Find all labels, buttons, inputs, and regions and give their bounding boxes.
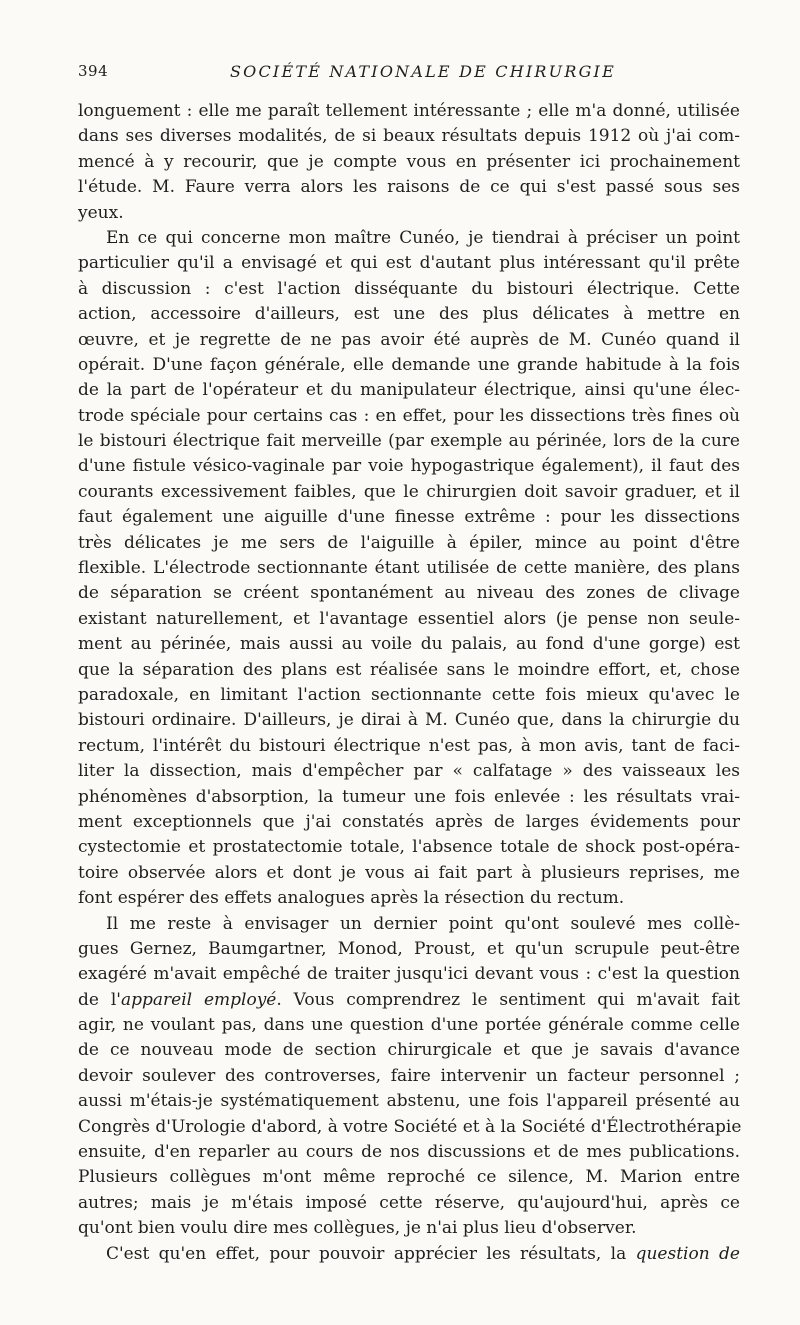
text-line: de la part de l'opérateur et du manipulateur électrique, ainsi qu'une élec-: [78, 380, 740, 401]
text-line: courants excessivement faibles, que le chirurgien doit savoir graduer, et il: [78, 481, 740, 502]
text-line: ment au périnée, mais aussi au voile du palais, au fond d'une gorge) est: [78, 634, 740, 655]
text-line: phénomènes d'absorption, la tumeur une fois enlevée : les résultats vrai-: [78, 786, 740, 807]
text-line: bistouri ordinaire. D'ailleurs, je dirai à M. Cunéo que, dans la chirurgie du: [78, 710, 740, 731]
text-line: action, accessoire d'ailleurs, est une des plus délicates à mettre en: [78, 304, 740, 325]
body-text: [78, 99, 740, 1267]
text-line: d'une fistule vésico-vaginale par voie hypogastrique également), il faut des: [78, 456, 740, 477]
paragraph-3: [78, 912, 740, 1242]
text-line: Il me reste à envisager un dernier point qu'ont soulevé mes collè-: [106, 913, 740, 934]
text-line: toire observée alors et dont je vous ai fait part à plusieurs reprises, me: [78, 862, 740, 883]
text-line: Congrès d'Urologie d'abord, à votre Société et à la Société d'Électrothérapie: [78, 1116, 742, 1137]
text-line: particulier qu'il a envisagé et qui est d'autant plus intéressant qu'il prête: [78, 253, 740, 274]
text-line: très délicates je me sers de l'aiguille à épiler, mince au point d'être: [78, 532, 740, 553]
running-title: SOCIÉTÉ NATIONALE DE CHIRURGIE: [230, 62, 616, 81]
text-line: rectum, l'intérêt du bistouri électrique n'est pas, à mon avis, tant de faci-: [78, 735, 740, 756]
text-line: mencé à y recourir, que je compte vous en présenter ici prochainement: [78, 151, 740, 172]
text-line: ensuite, d'en reparler au cours de nos discussions et de mes publications.: [78, 1142, 740, 1163]
text-line: le bistouri électrique fait merveille (par exemple au périnée, lors de la cure: [78, 431, 740, 452]
text-line: exagéré m'avait empêché de traiter jusqu'ici devant vous : c'est la question: [78, 964, 740, 985]
text-line: font espérer des effets analogues après la résection du rectum.: [78, 888, 625, 909]
italic-term: appareil employé: [120, 989, 277, 1010]
text-line: gues Gernez, Baumgartner, Monod, Proust, et qu'un scrupule peut-être: [78, 938, 740, 959]
text-line: à discussion : c'est l'action disséquante du bistouri électrique. Cette: [78, 278, 740, 299]
text-line: faut également une aiguille d'une finesse extrême : pour les dissections: [78, 507, 740, 528]
text-segment: de l': [78, 989, 121, 1010]
text-line: flexible. L'électrode sectionnante étant utilisée de cette manière, des plans: [78, 558, 740, 579]
text-segment: . Vous comprendrez le sentiment qui m'avait fait: [276, 989, 740, 1010]
text-line: devoir soulever des controverses, faire intervenir un facteur personnel ;: [78, 1065, 740, 1086]
text-line: yeux.: [78, 202, 124, 223]
text-line: dans ses diverses modalités, de si beaux résultats depuis 1912 où j'ai com-: [78, 126, 740, 147]
text-line: longuement : elle me paraît tellement intéressante ; elle m'a donné, utilisée: [78, 101, 740, 121]
text-line: qu'ont bien voulu dire mes collègues, je n'ai plus lieu d'observer.: [78, 1218, 637, 1239]
text-line: de ce nouveau mode de section chirurgicale et que je savais d'avance: [78, 1040, 740, 1061]
paragraph-2: [78, 226, 740, 912]
page-number: 394: [78, 62, 109, 80]
text-line: que la séparation des plans est réalisée sans le moindre effort, et, chose: [78, 659, 740, 680]
text-line: paradoxale, en limitant l'action sectionnante cette fois mieux qu'avec le: [78, 684, 740, 705]
text-line: l'étude. M. Faure verra alors les raisons de ce qui s'est passé sous ses: [78, 177, 740, 198]
text-line: existant naturellement, et l'avantage essentiel alors (je pense non seule-: [78, 608, 740, 629]
text-line: autres; mais je m'étais imposé cette réserve, qu'aujourd'hui, après ce: [78, 1192, 740, 1213]
text-line: opérait. D'une façon générale, elle demande une grande habitude à la fois: [78, 354, 740, 375]
text-line: trode spéciale pour certains cas : en effet, pour les dissections très fines où: [78, 405, 740, 426]
text-segment: C'est qu'en effet, pour pouvoir apprécier les résultats, la: [106, 1243, 636, 1264]
text-line: En ce qui concerne mon maître Cunéo, je tiendrai à préciser un point: [106, 227, 740, 248]
text-line: liter la dissection, mais d'empêcher par « calfatage » des vaisseaux les: [78, 761, 740, 782]
text-line: de séparation se créent spontanément au niveau des zones de clivage: [78, 583, 740, 604]
italic-term: question de: [635, 1243, 740, 1264]
text-line: œuvre, et je regrette de ne pas avoir été auprès de M. Cunéo quand il: [78, 329, 740, 350]
text-line: aussi m'étais-je systématiquement abstenu, une fois l'appareil présenté au: [78, 1091, 740, 1112]
paragraph-4: [78, 1242, 740, 1267]
text-line: agir, ne voulant pas, dans une question d'une portée générale comme celle: [78, 1015, 740, 1036]
text-line-with-italic: [78, 1242, 740, 1267]
paragraph-1: [78, 99, 740, 226]
text-line: Plusieurs collègues m'ont même reproché ce silence, M. Marion entre: [78, 1167, 740, 1188]
text-line: cystectomie et prostatectomie totale, l'absence totale de shock post-opéra-: [78, 837, 740, 858]
text-line-with-italic: [78, 988, 740, 1013]
page-header: [78, 60, 738, 88]
text-line: ment exceptionnels que j'ai constatés après de larges évidements pour: [78, 811, 740, 832]
